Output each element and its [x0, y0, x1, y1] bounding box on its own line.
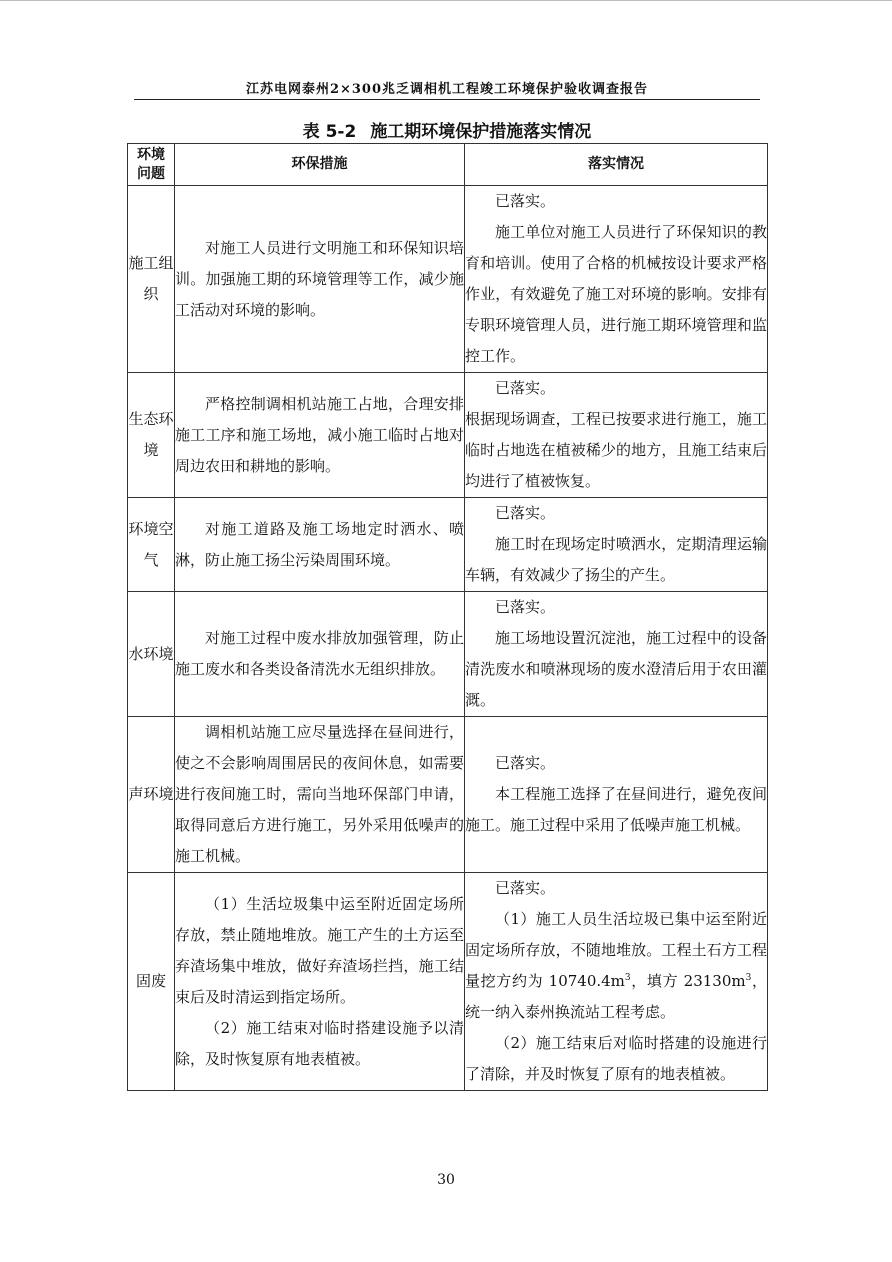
status-cell [465, 592, 768, 717]
measure-text: 对施工过程中废水排放加强管理，防止施工废水和各类设备清洗水无组织排放。 [175, 629, 464, 678]
column-header-issue: 环境问题 [128, 144, 175, 186]
status-cell [465, 717, 768, 873]
measure-text: （2）施工结束对临时搭建设施予以清除，及时恢复原有地表植被。 [175, 1018, 464, 1068]
table-title: 施工期环境保护措施落实情况 [370, 122, 592, 142]
unit-exponent: 3 [624, 973, 631, 983]
status-cell [465, 498, 768, 592]
issue-cell: 施工组织 [128, 186, 175, 373]
measure-cell [175, 498, 465, 592]
measure-cell [175, 186, 465, 373]
status-head: 已落实。 [495, 754, 556, 772]
page-number: 30 [437, 1172, 455, 1188]
status-head: 已落实。 [495, 379, 556, 397]
issue-cell: 生态环境 [128, 373, 175, 498]
issue-cell: 固废 [128, 873, 175, 1091]
table-row [128, 717, 768, 873]
issue-cell: 环境空气 [128, 498, 175, 592]
status-cell [465, 873, 768, 1091]
measure-text: 调相机站施工应尽量选择在昼间进行，使之不会影响周围居民的夜间休息，如需要进行夜间施工时，需向当地环保部门申请，取得同意后方进行施工，另外采用低噪声的施工机械。 [175, 723, 464, 865]
table-row [128, 498, 768, 592]
table-row [128, 186, 768, 373]
unit-exponent: 3 [745, 973, 752, 983]
measures-table [127, 143, 768, 1091]
header-rule [134, 99, 760, 100]
measure-text: 严格控制调相机站施工占地，合理安排施工工序和施工场地，减小施工临时占地对周边农田和耕地的影响。 [175, 394, 464, 475]
status-text: 施工时在现场定时喷洒水，定期清理运输车辆，有效减少了扬尘的产生。 [465, 535, 767, 584]
status-cell [465, 186, 768, 373]
status-text: 施工场地设置沉淀池，施工过程中的设备清洗废水和喷淋现场的废水澄清后用于农田灌溉。 [465, 629, 767, 709]
status-head: 已落实。 [495, 192, 556, 210]
status-head: 已落实。 [495, 879, 556, 897]
status-text: （1）施工人员生活垃圾已集中运至附近固定场所存放，不随地堆放。工程土石方工程量挖方约为 $10740.4m^3$，填方 $23130m^3$，统一纳入泰州换流站工程考虑。 [465, 910, 767, 1021]
measure-cell [175, 717, 465, 873]
issue-cell: 水环境 [128, 592, 175, 717]
table-caption [127, 117, 767, 142]
table-row [128, 373, 768, 498]
measure-cell [175, 592, 465, 717]
status-head: 已落实。 [495, 598, 556, 616]
table-number: 表 5-2 [302, 122, 357, 142]
measure-text: 对施工道路及施工场地定时洒水、喷淋，防止施工扬尘污染周围环境。 [175, 519, 464, 569]
measure-cell [175, 873, 465, 1091]
status-text: 本工程施工选择了在昼间进行，避免夜间施工。施工过程中采用了低噪声施工机械。 [465, 785, 767, 834]
column-header-measure: 环保措施 [175, 144, 465, 186]
measure-cell [175, 373, 465, 498]
running-header: 江苏电网泰州2×300兆乏调相机工程竣工环境保护验收调查报告 [245, 82, 649, 97]
status-text: 施工单位对施工人员进行了环保知识的教育和培训。使用了合格的机械按设计要求严格作业，有效避免了施工对环境的影响。安排有专职环境管理人员，进行施工期环境管理和监控工作。 [465, 223, 767, 365]
column-header-status: 落实情况 [465, 144, 768, 186]
table-row [128, 592, 768, 717]
status-text: 根据现场调查，工程已按要求进行施工，施工临时占地选在植被稀少的地方，且施工结束后均进行了植被恢复。 [465, 410, 767, 490]
status-head: 已落实。 [495, 504, 556, 522]
table-header-row [128, 144, 768, 186]
measure-text: 对施工人员进行文明施工和环保知识培训。加强施工期的环境管理等工作，减少施工活动对环境的影响。 [175, 238, 464, 319]
status-cell [465, 373, 768, 498]
status-text: （2）施工结束后对临时搭建的设施进行了清除，并及时恢复了原有的地表植被。 [465, 1034, 767, 1083]
page-top-rule [0, 0, 892, 1]
measure-text: （1）生活垃圾集中运至附近固定场所存放，禁止随地堆放。施工产生的土方运至弃渣场集中堆放，做好弃渣场拦挡，施工结束后及时清运到指定场所。 [175, 894, 464, 1006]
issue-cell: 声环境 [128, 717, 175, 873]
table-row [128, 873, 768, 1091]
